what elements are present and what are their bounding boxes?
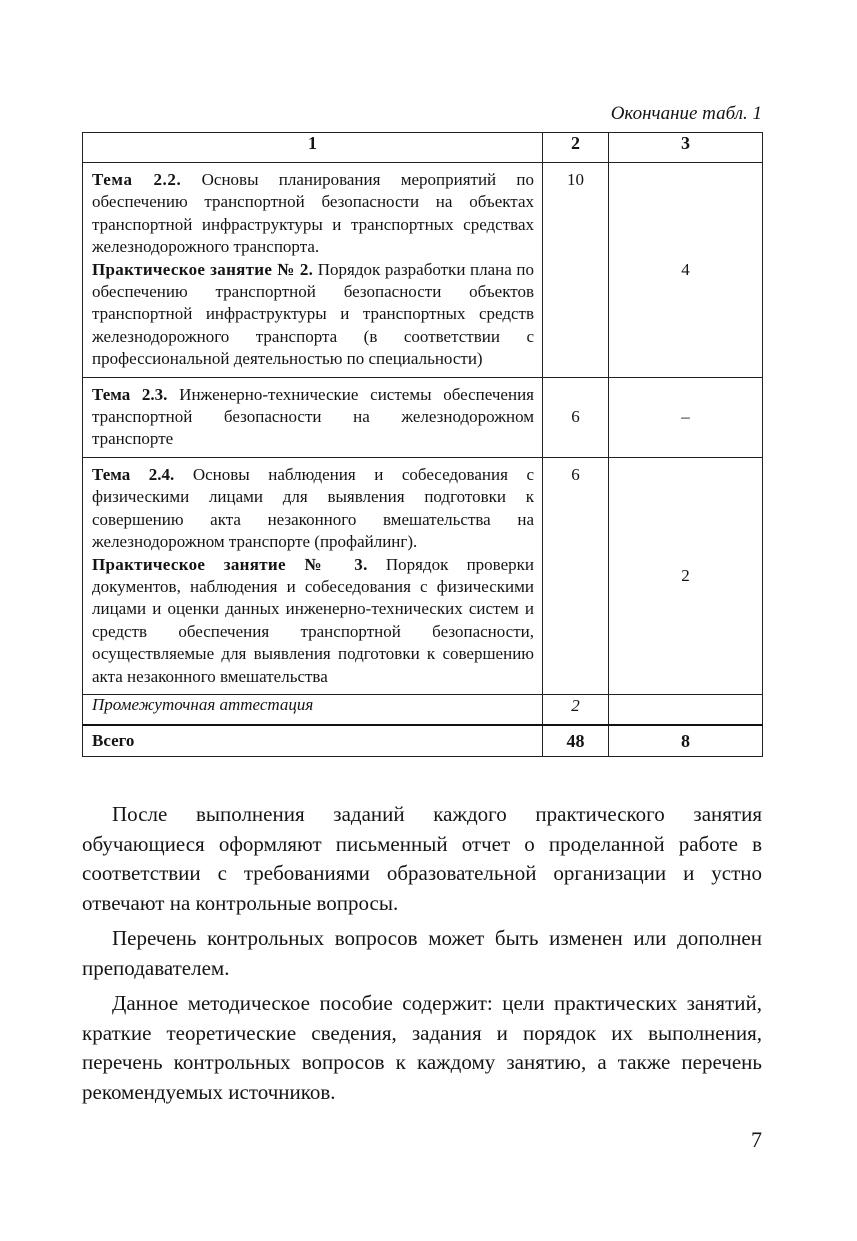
- paragraph: Перечень контрольных вопросов может быть изменен или дополнен преподавателем.: [82, 926, 762, 980]
- practice-text: Порядок проверки документов, наблюдения и собеседования с физическими лицами и оценки данных инженерно-технических систем и средств обеспечения транспортной безопасности, осуществляемые для выявления подготовки к совершению акта незаконного вмешательства: [92, 554, 535, 686]
- topic-cell: [83, 163, 543, 378]
- hours-cell: 6: [543, 457, 609, 694]
- paragraph: Данное методическое пособие содержит: цели практических занятий, краткие теоретические сведения, задания и порядок их выполнения, перечень контрольных вопросов к каждому занятию, а также перечень рекомендуемых источников.: [82, 991, 762, 1104]
- practice-hours-cell: 2: [609, 457, 763, 694]
- curriculum-table: [82, 132, 763, 757]
- table-row: [83, 457, 763, 694]
- table-header-row: [83, 133, 763, 163]
- hours-cell: 6: [543, 377, 609, 457]
- theme-text: Основы планирования мероприятий по обеспечению транспортной безопасности на объектах транспортной инфраструктуры и транспортных средствах железнодорожного транспорта.: [92, 170, 535, 257]
- body-text: [82, 800, 762, 1113]
- practice-title: Практическое занятие № 2.: [92, 259, 314, 279]
- page-number: 7: [751, 1127, 762, 1152]
- practice-hours-cell: 4: [609, 163, 763, 378]
- topic-cell: [83, 377, 543, 457]
- table-row: [83, 163, 763, 378]
- theme-text: Инженерно-технические системы обеспечения транспортной безопасности на железнодорожном транспорте: [92, 384, 534, 449]
- table-caption: Окончание табл. 1: [610, 103, 762, 124]
- theme-text: Основы наблюдения и собеседования с физическими лицами для выявления подготовки к совершению акта незаконного вмешательства на железнодорожном транспорте (профайлинг).: [92, 464, 535, 552]
- theme-title: Тема 2.4.: [92, 464, 175, 484]
- table-row: [83, 377, 763, 457]
- total-row: [83, 725, 763, 756]
- total-label: Всего: [83, 725, 543, 756]
- total-practice-hours: 8: [609, 725, 763, 756]
- header-col-1: 1: [83, 133, 543, 163]
- theme-title: Тема 2.3.: [92, 384, 168, 404]
- interim-hours: 2: [543, 694, 609, 725]
- topic-cell: [83, 457, 543, 694]
- interim-practice-hours: [609, 694, 763, 725]
- interim-label: Промежуточная аттестация: [83, 694, 543, 725]
- header-col-3: 3: [609, 133, 763, 163]
- practice-hours-cell: –: [609, 377, 763, 457]
- practice-text: Порядок разработки плана по обеспечению транспортной безопасности объектов транспортной инфраструктуры и транспортных средств железнодорожного транспорта (в соответствии с профессиональной деятельностью по специальности): [92, 259, 535, 369]
- theme-title: Тема 2.2.: [92, 170, 182, 189]
- paragraph: После выполнения заданий каждого практического занятия обучающиеся оформляют письменный отчет о проделанной работе в соответствии с требованиями образовательной организации и устно отвечают на контрольные вопросы.: [82, 802, 762, 915]
- practice-title: Практическое занятие № 3.: [92, 554, 368, 574]
- total-hours: 48: [543, 725, 609, 756]
- header-col-2: 2: [543, 133, 609, 163]
- hours-cell: 10: [543, 163, 609, 378]
- interim-row: [83, 694, 763, 725]
